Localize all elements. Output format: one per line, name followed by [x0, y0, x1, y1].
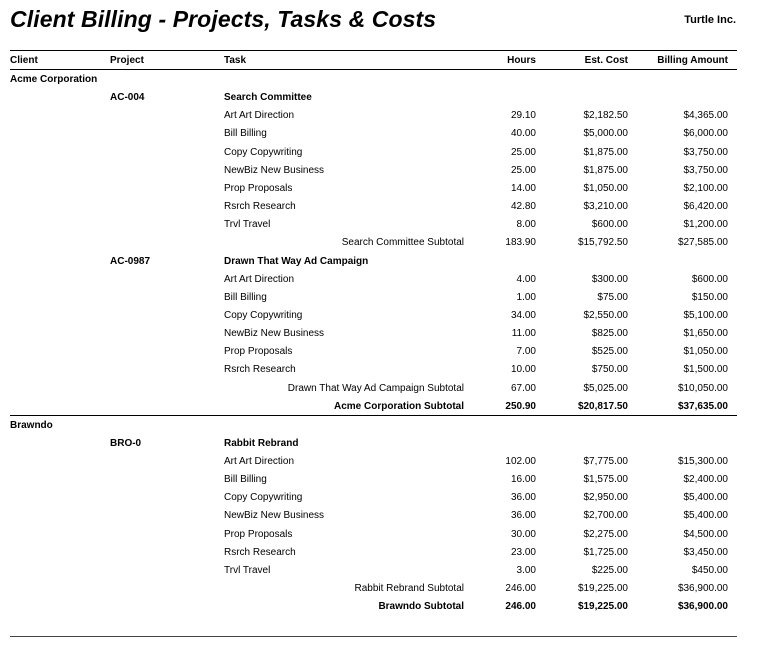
task-billing-amount: $4,500.00: [683, 529, 728, 540]
table-row: [0, 345, 762, 359]
task-billing-amount: $3,750.00: [683, 165, 728, 176]
task-billing-amount: $5,100.00: [683, 310, 728, 321]
task-est-cost: $75.00: [597, 292, 628, 303]
task-billing-amount: $4,365.00: [683, 110, 728, 121]
table-row: [0, 546, 762, 560]
project-subtotal-est-cost: $19,225.00: [577, 583, 628, 594]
task-hours: 40.00: [510, 128, 536, 139]
client-row: [0, 73, 762, 87]
client-subtotal-hours: 250.90: [505, 401, 536, 412]
task-billing-amount: $5,400.00: [683, 510, 728, 521]
project-subtotal-label: Search Committee Subtotal: [341, 237, 464, 248]
project-subtotal-est-cost: $5,025.00: [583, 383, 628, 394]
table-row: [0, 291, 762, 305]
header-bottom-rule: [10, 69, 737, 70]
column-header-client: Client: [10, 55, 38, 66]
project-row: [0, 437, 762, 451]
project-subtotal-billing-amount: $27,585.00: [677, 237, 728, 248]
task-est-cost: $600.00: [591, 219, 628, 230]
task-name: Bill Billing: [224, 474, 267, 485]
task-name: Copy Copywriting: [224, 147, 303, 158]
task-hours: 36.00: [510, 492, 536, 503]
table-row: [0, 218, 762, 232]
task-name: Prop Proposals: [224, 529, 293, 540]
task-hours: 3.00: [516, 565, 536, 576]
task-name: Rsrch Research: [224, 547, 296, 558]
task-name: Art Art Direction: [224, 456, 295, 467]
table-row: [0, 146, 762, 160]
column-header-billing-amount: Billing Amount: [657, 55, 728, 66]
project-row: [0, 91, 762, 105]
client-name: Brawndo: [10, 420, 53, 431]
project-name: Search Committee: [224, 92, 312, 103]
task-billing-amount: $1,500.00: [683, 364, 728, 375]
column-header-row: [0, 55, 762, 69]
project-subtotal-hours: 183.90: [505, 237, 536, 248]
client-subtotal-est-cost: $20,817.50: [577, 401, 628, 412]
table-row: [0, 528, 762, 542]
table-row: [0, 273, 762, 287]
client-subtotal-label: Acme Corporation Subtotal: [333, 401, 464, 412]
task-hours: 4.00: [516, 274, 536, 285]
project-code: AC-0987: [110, 256, 151, 267]
table-row: [0, 509, 762, 523]
project-subtotal-row: [0, 582, 762, 596]
table-row: [0, 564, 762, 578]
report-title: Client Billing - Projects, Tasks & Costs: [10, 6, 437, 32]
task-hours: 16.00: [510, 474, 536, 485]
table-row: [0, 182, 762, 196]
task-est-cost: $750.00: [591, 364, 628, 375]
task-name: Bill Billing: [224, 292, 267, 303]
task-billing-amount: $3,750.00: [683, 147, 728, 158]
table-row: [0, 455, 762, 469]
task-billing-amount: $1,200.00: [683, 219, 728, 230]
task-billing-amount: $150.00: [691, 292, 728, 303]
project-name: Drawn That Way Ad Campaign: [224, 256, 369, 267]
project-name: Rabbit Rebrand: [224, 438, 299, 449]
task-hours: 30.00: [510, 529, 536, 540]
task-name: Trvl Travel: [224, 565, 271, 576]
task-hours: 7.00: [516, 346, 536, 357]
client-subtotal-billing-amount: $37,635.00: [677, 401, 728, 412]
task-billing-amount: $1,050.00: [683, 346, 728, 357]
task-hours: 42.80: [510, 201, 536, 212]
task-est-cost: $7,775.00: [583, 456, 628, 467]
project-subtotal-row: [0, 382, 762, 396]
project-row: [0, 255, 762, 269]
task-name: Art Art Direction: [224, 110, 295, 121]
page-footer-rule: [10, 636, 737, 637]
project-code: BRO-0: [110, 438, 142, 449]
project-subtotal-billing-amount: $10,050.00: [677, 383, 728, 394]
table-row: [0, 309, 762, 323]
task-name: Rsrch Research: [224, 364, 296, 375]
client-subtotal-label: Brawndo Subtotal: [378, 601, 464, 612]
task-billing-amount: $600.00: [691, 274, 728, 285]
task-est-cost: $1,875.00: [583, 147, 628, 158]
header-top-rule: [10, 50, 737, 51]
table-row: [0, 164, 762, 178]
client-separator: [10, 415, 737, 416]
column-header-task: Task: [224, 55, 247, 66]
task-name: NewBiz New Business: [224, 510, 325, 521]
task-billing-amount: $1,650.00: [683, 328, 728, 339]
client-name: Acme Corporation: [10, 74, 98, 85]
table-row: [0, 109, 762, 123]
task-billing-amount: $6,000.00: [683, 128, 728, 139]
task-est-cost: $1,875.00: [583, 165, 628, 176]
task-name: Prop Proposals: [224, 183, 293, 194]
task-hours: 36.00: [510, 510, 536, 521]
task-hours: 14.00: [510, 183, 536, 194]
task-est-cost: $825.00: [591, 328, 628, 339]
project-subtotal-est-cost: $15,792.50: [577, 237, 628, 248]
task-est-cost: $3,210.00: [583, 201, 628, 212]
task-hours: 23.00: [510, 547, 536, 558]
table-row: [0, 327, 762, 341]
project-subtotal-hours: 67.00: [510, 383, 536, 394]
task-hours: 29.10: [510, 110, 536, 121]
task-hours: 8.00: [516, 219, 536, 230]
client-subtotal-hours: 246.00: [505, 601, 536, 612]
task-est-cost: $2,275.00: [583, 529, 628, 540]
task-hours: 1.00: [516, 292, 536, 303]
project-code: AC-004: [110, 92, 145, 103]
task-hours: 11.00: [511, 328, 536, 339]
company-name: Turtle Inc.: [684, 14, 736, 26]
task-name: Rsrch Research: [224, 201, 296, 212]
table-row: [0, 200, 762, 214]
task-name: Art Art Direction: [224, 274, 295, 285]
column-header-est-cost: Est. Cost: [584, 55, 628, 66]
task-est-cost: $525.00: [591, 346, 628, 357]
task-hours: 25.00: [510, 147, 536, 158]
task-name: Bill Billing: [224, 128, 267, 139]
task-est-cost: $225.00: [591, 565, 628, 576]
table-row: [0, 473, 762, 487]
task-name: Prop Proposals: [224, 346, 293, 357]
project-subtotal-row: [0, 236, 762, 250]
task-billing-amount: $450.00: [691, 565, 728, 576]
task-name: Copy Copywriting: [224, 310, 303, 321]
project-subtotal-hours: 246.00: [505, 583, 536, 594]
table-row: [0, 363, 762, 377]
task-billing-amount: $5,400.00: [683, 492, 728, 503]
task-billing-amount: $2,100.00: [683, 183, 728, 194]
task-name: NewBiz New Business: [224, 328, 325, 339]
task-est-cost: $2,550.00: [583, 310, 628, 321]
task-hours: 34.00: [510, 310, 536, 321]
project-subtotal-billing-amount: $36,900.00: [677, 583, 728, 594]
client-subtotal-row: [0, 600, 762, 614]
task-billing-amount: $6,420.00: [683, 201, 728, 212]
task-hours: 102.00: [505, 456, 536, 467]
column-header-project: Project: [110, 55, 144, 66]
project-subtotal-label: Rabbit Rebrand Subtotal: [354, 583, 464, 594]
task-billing-amount: $3,450.00: [683, 547, 728, 558]
task-est-cost: $1,050.00: [583, 183, 628, 194]
client-subtotal-est-cost: $19,225.00: [577, 601, 628, 612]
column-header-hours: Hours: [507, 55, 536, 66]
table-row: [0, 491, 762, 505]
task-billing-amount: $15,300.00: [677, 456, 728, 467]
task-name: NewBiz New Business: [224, 165, 325, 176]
task-est-cost: $1,575.00: [583, 474, 628, 485]
task-est-cost: $5,000.00: [583, 128, 628, 139]
task-hours: 25.00: [510, 165, 536, 176]
task-est-cost: $1,725.00: [583, 547, 628, 558]
task-hours: 10.00: [510, 364, 536, 375]
table-row: [0, 127, 762, 141]
task-name: Copy Copywriting: [224, 492, 303, 503]
task-est-cost: $2,700.00: [583, 510, 628, 521]
task-billing-amount: $2,400.00: [683, 474, 728, 485]
project-subtotal-label: Drawn That Way Ad Campaign Subtotal: [287, 383, 464, 394]
client-subtotal-row: [0, 400, 762, 414]
client-row: [0, 419, 762, 433]
task-est-cost: $2,182.50: [583, 110, 628, 121]
task-name: Trvl Travel: [224, 219, 271, 230]
task-est-cost: $300.00: [591, 274, 628, 285]
task-est-cost: $2,950.00: [583, 492, 628, 503]
client-subtotal-billing-amount: $36,900.00: [677, 601, 728, 612]
